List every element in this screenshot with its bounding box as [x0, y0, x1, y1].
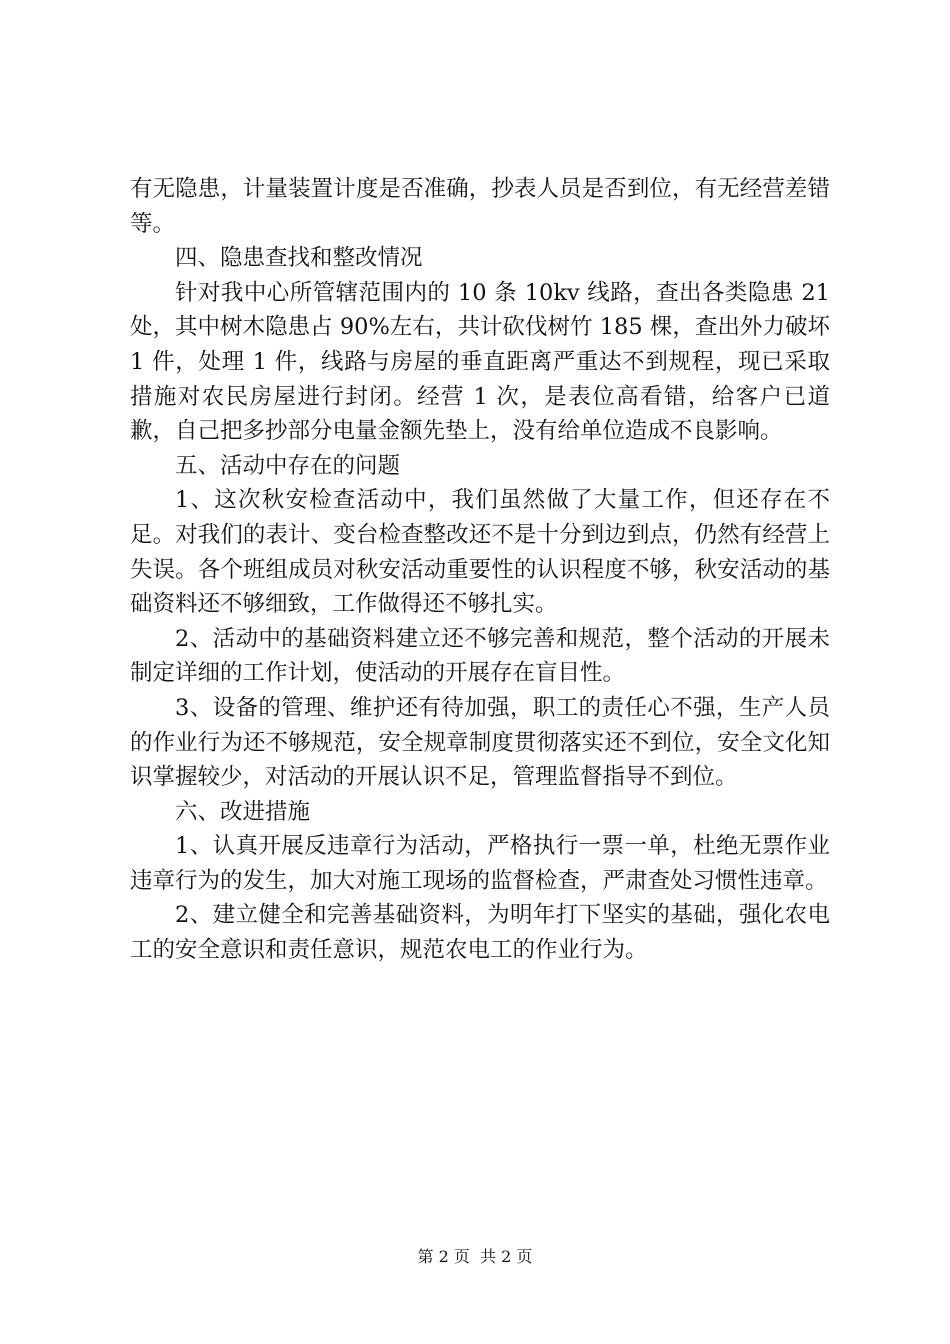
document-body — [130, 172, 830, 968]
footer-separator — [470, 1247, 480, 1266]
paragraph-hazard-findings: 针对我中心所管辖范围内的 10 条 10kv 线路，查出各类隐患 21 处，其中树木隐患占 90%左右，共计砍伐树竹 185 棵，查出外力破坏 1 件，处理 1 件，线路与房屋的垂直距离严重达不到规程，现已采取措施对农民房屋进行封闭。经营 1 次，是表位高看错，给客户已道歉，自己把多抄部分电量金额先垫上，没有给单位造成不良影响。 — [130, 279, 830, 445]
paragraph-problem-3: 3、设备的管理、维护还有待加强，职工的责任心不强，生产人员的作业行为还不够规范，安全规章制度贯彻落实还不到位，安全文化知识掌握较少，对活动的开展认识不足，管理监督指导不到位。 — [130, 694, 830, 791]
paragraph-measure-1: 1、认真开展反违章行为活动，严格执行一票一单，杜绝无票作业违章行为的发生，加大对施工现场的监督检查，严肃查处习惯性违章。 — [130, 833, 830, 894]
page-footer — [0, 1244, 950, 1267]
page-total: 共 2 页 — [480, 1247, 533, 1266]
paragraph-measure-2: 2、建立健全和完善基础资料，为明年打下坚实的基础，强化农电工的安全意识和责任意识，规范农电工的作业行为。 — [130, 902, 830, 964]
page-number: 第 2 页 — [417, 1247, 470, 1266]
paragraph-problem-2: 2、活动中的基础资料建立还不够完善和规范，整个活动的开展未制定详细的工作计划，使活动的开展存在盲目性。 — [130, 625, 830, 687]
section-heading-4: 四、隐患查找和整改情况 — [175, 245, 423, 272]
section-heading-5: 五、活动中存在的问题 — [175, 452, 401, 479]
paragraph-continuation: 有无隐患，计量装置计度是否准确，抄表人员是否到位，有无经营差错等。 — [130, 176, 830, 237]
section-heading-6: 六、改进措施 — [175, 798, 311, 825]
paragraph-problem-1: 1、这次秋安检查活动中，我们虽然做了大量工作，但还存在不足。对我们的表计、变台检查整改还不是十分到边到点，仍然有经营上失误。各个班组成员对秋安活动重要性的认识程度不够，秋安活动的基础资料还不够细致，工作做得还不够扎实。 — [130, 487, 830, 618]
